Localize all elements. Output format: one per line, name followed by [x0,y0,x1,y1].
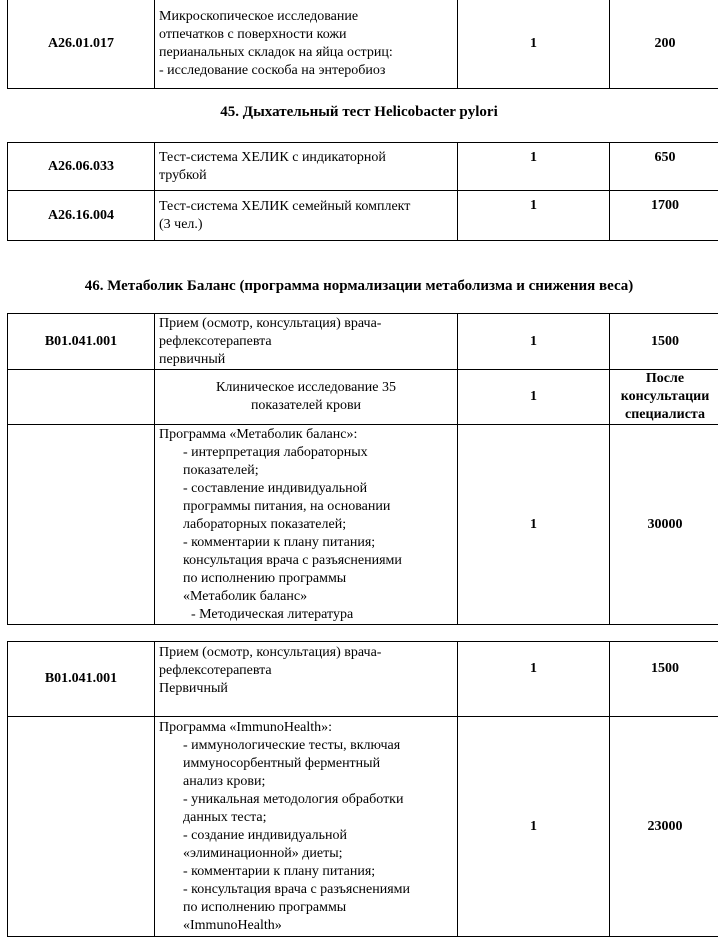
service-price: 1700 [610,191,718,241]
service-quantity: 1 [458,642,610,717]
price-table-1 [7,0,718,89]
table-row [8,717,718,937]
service-description: Тест-система ХЕЛИК с индикаторной трубкой [155,143,458,191]
table-row [8,642,718,717]
service-code [8,370,155,425]
service-quantity: 1 [458,0,610,89]
service-quantity: 1 [458,191,610,241]
service-description: Тест-система ХЕЛИК семейный комплект (3 чел.) [155,191,458,241]
program-items: - иммунологические тесты, включая иммуносорбентный ферментный анализ крови; - уникальная методология обработки данных теста; - создание индивидуальной «элиминационной» диеты; - комментарии к плану питания; - консультация врача с разъяснениями [183,737,411,897]
service-code: A26.16.004 [8,191,155,241]
program-items: - интерпретация лабораторных показателей; - составление индивидуальной программы питания, на основании лабораторных показателей; - комментарии к плану питания; [183,444,391,550]
service-code [8,717,155,937]
table-row [8,370,718,425]
service-code: B01.041.001 [8,314,155,370]
service-description: Программа «Метаболик баланс»: - интерпретация лабораторных показателей; - составление индивидуальной программы питания, на основании лабораторных показателей; - комментарии к плану питания; консультация врача с разъяснениями по исполнению программы «Метаболик баланс» - Методическая литература [155,425,458,625]
service-price: 30000 [610,425,718,625]
service-code: B01.041.001 [8,642,155,717]
service-description: Прием (осмотр, консультация) врача- рефлексотерапевта Первичный [155,642,458,717]
service-quantity: 1 [458,717,610,937]
price-table-4 [7,641,718,937]
service-price: 200 [610,0,718,89]
service-price: 1500 [610,314,718,370]
program-items-cont: консультация врача с разъяснениями по исполнению программы «Метаболик баланс» - Методическая литература [183,552,402,622]
table-row [8,314,718,370]
service-quantity: 1 [458,314,610,370]
service-code [8,425,155,625]
section-title: 45. Дыхательный тест Helicobacter pylori [220,104,498,120]
service-price: 23000 [610,717,718,937]
table-row [8,191,718,241]
service-price: 650 [610,143,718,191]
service-description: Микроскопическое исследование отпечатков с поверхности кожи перианальных складок на яйца остриц: - исследование соскоба на энтеробиоз [155,0,458,89]
service-code: A26.06.033 [8,143,155,191]
service-quantity: 1 [458,425,610,625]
program-items-cont: по исполнению программы «ImmunoHealth» [183,899,347,933]
service-description: Клиническое исследование 35 показателей крови [155,370,458,425]
service-description: Программа «ImmunoHealth»: - иммунологические тесты, включая иммуносорбентный ферментный анализ крови; - уникальная методология обработки данных теста; - создание индивидуальной «элиминационной» диеты; - комментарии к плану питания; - консультация врача с разъяснениями по исполнению программы «ImmunoHealth» [155,717,458,937]
table-row [8,0,718,89]
service-quantity: 1 [458,143,610,191]
price-table-2 [7,142,718,241]
table-row [8,143,718,191]
service-code: A26.01.017 [8,0,155,89]
section-title: 46. Метаболик Баланс (программа нормализации метаболизма и снижения веса) [84,278,634,294]
table-row [8,425,718,625]
service-price: 1500 [610,642,718,717]
service-quantity: 1 [458,370,610,425]
service-description: Прием (осмотр, консультация) врача- рефлексотерапевта первичный [155,314,458,370]
service-price: После консультации специалиста [610,370,718,425]
price-table-3 [7,313,718,625]
